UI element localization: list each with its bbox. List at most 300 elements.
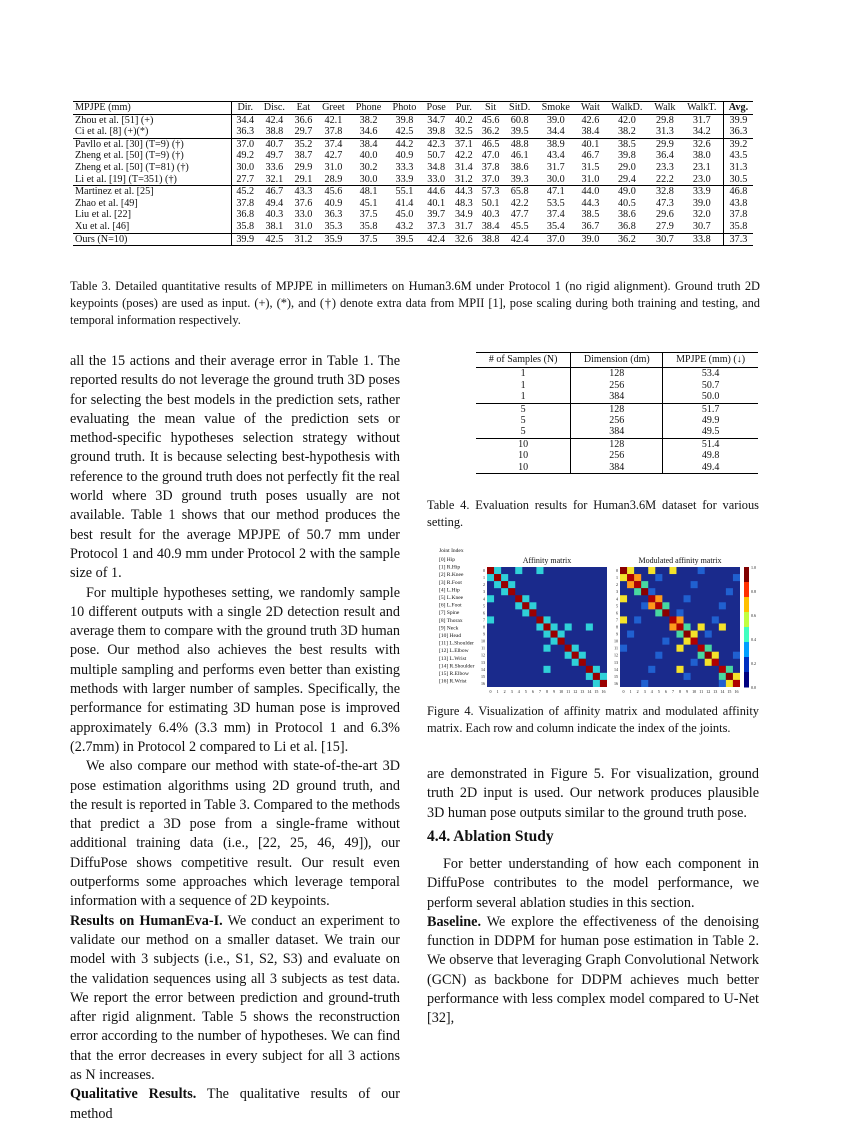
matrix-cell xyxy=(719,680,726,687)
y-tick-label: 4 xyxy=(483,596,485,602)
figure-4 xyxy=(437,545,757,694)
table-cell: 55.1 xyxy=(395,186,414,198)
matrix-cell xyxy=(655,609,662,616)
table-cell: 43.2 xyxy=(387,221,422,233)
y-tick-label: 15 xyxy=(481,673,485,679)
colorbar-tick: 1.0 xyxy=(751,565,756,570)
y-tick-label: 10 xyxy=(481,638,485,644)
table-cell: 1 xyxy=(476,380,571,391)
paragraph: For better understanding of how each component in DiffuPose contributes to the model performance, we perform several ablation studies in this section. xyxy=(427,856,759,911)
left-column xyxy=(70,352,400,1124)
x-tick-label: 12 xyxy=(573,689,578,694)
y-tick-label: 13 xyxy=(614,659,618,665)
matrix-cell xyxy=(515,602,522,609)
section-title: 4.4. Ablation Study xyxy=(427,828,554,845)
table-cell: 35.3 xyxy=(317,221,350,233)
table-cell: 33.3 xyxy=(395,161,414,173)
x-tick-label: 4 xyxy=(650,689,653,694)
table-cell: 36.7 xyxy=(576,221,604,233)
y-tick-label: 0 xyxy=(616,568,618,574)
matrix-cell xyxy=(684,673,691,680)
table-cell: 38.4 xyxy=(576,126,604,138)
table-cell: 32.5 xyxy=(450,126,477,138)
table-row xyxy=(476,438,758,450)
joint-label: [12] L.Elbow xyxy=(439,648,469,655)
table-cell: 37.6 xyxy=(294,197,313,209)
matrix-cell xyxy=(501,581,508,588)
y-tick-label: 6 xyxy=(616,610,618,616)
matrix-cell xyxy=(529,602,536,609)
matrix-cell xyxy=(662,602,669,609)
column-header: SitD. xyxy=(504,102,535,115)
table-cell: 38.4 xyxy=(477,221,504,233)
y-tick-label: 1 xyxy=(483,575,485,581)
table-cell: 47.0 xyxy=(481,150,500,162)
table-cell: 31.2 xyxy=(450,174,477,186)
x-tick-label: 7 xyxy=(538,689,541,694)
joint-label: [3] R.Foot xyxy=(439,579,462,586)
y-tick-label: 12 xyxy=(481,652,485,658)
table-cell: 38.7 xyxy=(294,150,313,162)
table-cell: 40.3 xyxy=(481,209,500,221)
table-cell: 48.3 xyxy=(454,197,473,209)
x-tick-label: 8 xyxy=(546,689,548,694)
table-cell: 128 xyxy=(571,368,663,380)
table-row xyxy=(73,174,753,186)
method-name: Zheng et al. [50] (T=9) (†) xyxy=(73,150,231,162)
column-header: Eat xyxy=(290,102,317,115)
table-cell: 40.9 xyxy=(395,150,414,162)
column-header: Disc. xyxy=(259,102,290,115)
table-cell: 32.6 xyxy=(450,233,477,246)
colorbar-segment xyxy=(744,642,749,658)
table-cell: 32.8 xyxy=(656,186,674,198)
table-cell: 49.5 xyxy=(663,426,758,438)
table-cell: 43.3 xyxy=(294,186,313,198)
table-cell: 48.8 xyxy=(510,138,529,150)
column-header: MPJPE (mm) xyxy=(73,102,231,115)
y-tick-label: 2 xyxy=(483,582,485,588)
table-cell: 39.8 xyxy=(422,126,451,138)
table-cell: 50.0 xyxy=(663,391,758,403)
table-cell: 128 xyxy=(571,403,663,415)
method-name: Pavllo et al. [30] (T=9) (†) xyxy=(73,138,231,150)
table-4 xyxy=(476,352,758,474)
table-cell: 38.9 xyxy=(546,138,565,150)
table-cell: 128 xyxy=(571,438,663,450)
table-cell: 49.7 xyxy=(265,150,284,162)
y-tick-label: 12 xyxy=(614,652,618,658)
x-tick-label: 1 xyxy=(496,689,499,694)
matrix-cell xyxy=(515,595,522,602)
matrix-cell xyxy=(543,616,550,623)
y-tick-label: 10 xyxy=(614,638,618,644)
method-name: Liu et al. [22] xyxy=(73,209,231,221)
table-cell: 37.8 xyxy=(236,197,255,209)
x-tick-label: 13 xyxy=(713,689,718,694)
y-tick-label: 8 xyxy=(483,624,485,630)
matrix-cell xyxy=(733,673,740,680)
column-header: Photo xyxy=(387,102,422,115)
matrix-cell xyxy=(684,623,691,630)
table-row xyxy=(73,186,753,198)
table-cell: 35.9 xyxy=(317,233,350,246)
matrix-cell xyxy=(648,666,655,673)
table-cell: 39.9 xyxy=(231,233,258,246)
table-cell: 39.0 xyxy=(576,233,604,246)
x-tick-label: 9 xyxy=(686,689,689,694)
y-tick-label: 2 xyxy=(616,582,618,588)
table-cell: 22.2 xyxy=(649,174,680,186)
matrix-cell xyxy=(508,588,515,595)
table-cell: 42.5 xyxy=(387,126,422,138)
table-cell: 40.7 xyxy=(265,138,284,150)
table-cell: 49.9 xyxy=(701,415,720,427)
table-cell: 35.8 xyxy=(723,221,753,233)
table-cell: 49.0 xyxy=(617,186,636,198)
table-cell: 29.4 xyxy=(605,174,650,186)
x-tick-label: 15 xyxy=(594,689,599,694)
x-tick-label: 10 xyxy=(692,689,697,694)
colorbar-segment xyxy=(744,612,749,628)
table-row xyxy=(476,403,758,415)
matrix-cell xyxy=(648,595,655,602)
matrix-cell xyxy=(536,567,543,574)
matrix-cell xyxy=(634,581,641,588)
matrix-cell xyxy=(634,574,641,581)
paragraph-text: The qualitative results of our method xyxy=(70,1086,400,1122)
table-cell: 32.6 xyxy=(692,138,711,150)
table-cell: 29.8 xyxy=(656,114,674,126)
joint-label: [6] L.Foot xyxy=(439,602,462,609)
y-tick-label: 5 xyxy=(483,603,485,609)
matrix-cell xyxy=(572,659,579,666)
matrix-cell xyxy=(593,666,600,673)
column-header: Pur. xyxy=(450,102,477,115)
matrix-cell xyxy=(634,588,641,595)
paragraph: all the 15 actions and their average error in Table 1. The reported results do not leverage the ground truth 3D poses for selecting the best models in the prediction sets, rather evaluating the mean value of the prediction sets or method-specific hypotheses selection strategy without ground truth. It is because selecting best-hypothesis with reference to the ground truth does not perfectly fit the real world where 3D ground truth poses usually are not available. Table 1 shows that our method produces the best result for the average MPJPE of 50.7 mm under Protocol 1 and 40.9 mm under Protocol 2 with the sample size of 1. xyxy=(70,353,400,582)
matrix-cell xyxy=(572,645,579,652)
matrix-cell xyxy=(655,595,662,602)
table-cell: 33.0 xyxy=(294,209,313,221)
matrix-cell xyxy=(565,645,572,652)
table-cell: 53.4 xyxy=(701,368,720,380)
matrix-cell xyxy=(705,659,712,666)
matrix-cell xyxy=(641,581,648,588)
matrix-cell xyxy=(684,631,691,638)
x-tick-label: 7 xyxy=(671,689,674,694)
table-cell: 384 xyxy=(571,391,663,403)
table-cell: 34.4 xyxy=(535,126,576,138)
table-row xyxy=(73,150,753,162)
table-cell: 49.8 xyxy=(701,450,720,462)
table-row xyxy=(73,162,753,174)
x-tick-label: 3 xyxy=(643,689,646,694)
table-cell: 38.4 xyxy=(359,138,378,150)
table-cell: 1 xyxy=(476,368,571,380)
table-cell: 31.7 xyxy=(546,161,565,173)
table-cell: 36.6 xyxy=(294,114,313,126)
colorbar-tick: 0.0 xyxy=(751,685,756,690)
matrix-cell xyxy=(586,666,593,673)
table-cell: 50.1 xyxy=(481,197,500,209)
matrix-cell xyxy=(543,623,550,630)
table-cell: 256 xyxy=(571,450,663,461)
colorbar-segment xyxy=(744,627,749,643)
paragraph: For multiple hypotheses setting, we randomly sample 10 different outputs with a single 2D detection result and average them to compare with the ground truth 3D human pose. Our method also achieves the best results with multiple sampling and performs even better than existing methods with larger number of samples. Specifically, the performance for estimating 3D human pose is improved approximately 6.4% (3.3 mm) in Protocol 1 and 6.3% (2.7mm) in Protocol 2 compared to Li et al. [15]. xyxy=(70,584,400,755)
joint-label: [10] Head xyxy=(439,633,462,639)
matrix-cell xyxy=(487,595,494,602)
paragraph-text: We conduct an experiment to validate our method on a smaller dataset. We train our model with 3 subjects (i.e., S1, S2, S3) and evaluate on the validation sequences using all 3 subjects as test data. We report the error between prediction and ground-truth after rigid alignment. Table 5 shows the reconstruction error according to the number of hypotheses. We can find that the error decreases in every subject for all 3 actions as N increases. xyxy=(70,912,400,1083)
matrix-cell xyxy=(586,673,593,680)
matrix-cell xyxy=(593,673,600,680)
table-cell: 37.5 xyxy=(359,209,378,221)
table-cell: 31.4 xyxy=(454,161,473,173)
matrix-cell xyxy=(669,623,676,630)
y-tick-label: 0 xyxy=(483,568,485,574)
table-cell: 42.2 xyxy=(454,150,473,162)
table-cell: 29.6 xyxy=(656,209,674,221)
matrix-cell xyxy=(487,616,494,623)
x-tick-label: 9 xyxy=(553,689,556,694)
table-3-caption: Table 3. Detailed quantitative results of MPJPE in millimeters on Human3.6M under Protocol 1 (no rigid alignment). Ground truth 2D keypoints (poses) are used as input. (+), (*), and (†) denote extra data from MPII [1], pose scaling during both training and testing, and temporal information respectively. xyxy=(70,279,760,327)
matrix-cell xyxy=(705,652,712,659)
table-cell: 37.8 xyxy=(317,126,350,138)
table-cell: 44.6 xyxy=(427,186,446,198)
x-tick-label: 6 xyxy=(664,689,667,694)
run-in-heading: Qualitative Results. xyxy=(70,1086,197,1103)
method-name: Zhou et al. [51] (+) xyxy=(73,114,231,126)
table-cell: 45.5 xyxy=(504,221,535,233)
table-cell: 46.5 xyxy=(481,138,500,150)
matrix-cell xyxy=(648,602,655,609)
matrix-cell xyxy=(620,567,627,574)
matrix-cell xyxy=(698,645,705,652)
matrix-cell xyxy=(572,652,579,659)
joint-label: [7] Spine xyxy=(439,610,460,617)
matrix-cell xyxy=(676,616,683,623)
y-tick-label: 3 xyxy=(616,589,618,595)
x-tick-label: 14 xyxy=(587,689,592,694)
y-tick-label: 11 xyxy=(614,645,618,651)
column-header: # of Samples (N) xyxy=(476,353,571,368)
x-tick-label: 4 xyxy=(517,689,520,694)
matrix-cell xyxy=(641,602,648,609)
table-cell: 32.1 xyxy=(259,174,290,186)
table-cell: 42.0 xyxy=(617,114,636,126)
table-row xyxy=(73,126,753,138)
table-cell: 35.2 xyxy=(294,138,313,150)
matrix-cell xyxy=(529,609,536,616)
table-header-row xyxy=(476,353,758,368)
matrix-cell xyxy=(494,574,501,581)
table-cell: 34.4 xyxy=(236,114,255,126)
table-cell: 38.6 xyxy=(510,161,529,173)
table-cell: 32.0 xyxy=(692,209,711,221)
matrix-cell xyxy=(543,666,550,673)
table-cell: 37.0 xyxy=(477,174,504,186)
matrix-cell xyxy=(501,588,508,595)
table-cell: 45.2 xyxy=(236,186,255,198)
matrix-cell xyxy=(719,673,726,680)
table-cell: 51.4 xyxy=(701,438,720,450)
table-cell: 31.0 xyxy=(324,161,343,173)
matrix-cell xyxy=(712,659,719,666)
matrix-cell xyxy=(627,567,634,574)
table-cell: 37.0 xyxy=(236,138,255,150)
matrix-cell xyxy=(641,588,648,595)
table-cell: 39.2 xyxy=(723,138,753,150)
matrix-cell xyxy=(627,581,634,588)
joint-label: [8] Thorax xyxy=(439,617,463,624)
table-cell: 39.7 xyxy=(427,209,446,221)
method-name: Ci et al. [8] (+)(*) xyxy=(73,126,231,138)
table-cell: 44.2 xyxy=(395,138,414,150)
matrix-cell xyxy=(698,567,705,574)
table-cell: 42.3 xyxy=(427,138,446,150)
table-cell: 37.8 xyxy=(723,209,753,221)
x-tick-label: 12 xyxy=(706,689,711,694)
table-cell: 44.3 xyxy=(454,186,473,198)
column-header: WalkD. xyxy=(605,102,650,115)
matrix-cell xyxy=(691,581,698,588)
table-cell: 31.0 xyxy=(290,221,317,233)
paragraph xyxy=(70,1085,400,1124)
matrix-cell xyxy=(691,631,698,638)
y-tick-label: 8 xyxy=(616,624,618,630)
paragraph: are demonstrated in Figure 5. For visualization, ground truth 2D input is used. Our network produces plausible 3D human pose outputs similar to the ground truth pose. xyxy=(427,766,759,821)
table-cell: 43.5 xyxy=(723,150,753,162)
table-cell: 42.5 xyxy=(259,233,290,246)
table-cell: 47.1 xyxy=(546,186,565,198)
joint-label: [2] R.Knee xyxy=(439,572,464,579)
matrix-cell xyxy=(487,567,494,574)
table-cell: 50.7 xyxy=(427,150,446,162)
table-cell: 41.4 xyxy=(395,197,414,209)
table-cell: 35.4 xyxy=(535,221,576,233)
paragraph-text: We explore the effectiveness of the denoising function in DDPM for human pose estimation in Table 2. We observe that leveraging Graph Convolutional Network (GCN) as backbone for DDPM achieves much better performance with less complex model compared to U-Net [32], xyxy=(427,913,759,1027)
table-cell: 37.8 xyxy=(481,161,500,173)
matrix-cell xyxy=(726,673,733,680)
table-cell: 33.0 xyxy=(422,174,451,186)
table-row xyxy=(476,426,758,438)
table-cell: 36.3 xyxy=(231,126,258,138)
table-cell: 47.7 xyxy=(510,209,529,221)
table-cell: 38.6 xyxy=(617,209,636,221)
matrix-cell xyxy=(691,659,698,666)
x-tick-label: 5 xyxy=(524,689,527,694)
table-cell: 50.7 xyxy=(701,379,720,391)
table-row xyxy=(476,391,758,403)
table-cell: 33.9 xyxy=(387,174,422,186)
matrix-cell xyxy=(551,638,558,645)
matrix-cell xyxy=(698,652,705,659)
matrix-cell xyxy=(719,623,726,630)
y-tick-label: 6 xyxy=(483,610,485,616)
column-header: WalkT. xyxy=(681,102,724,115)
matrix-cell xyxy=(676,666,683,673)
panel-title: Affinity matrix xyxy=(522,556,572,565)
matrix-cell xyxy=(620,616,627,623)
figure-4-caption: Figure 4. Visualization of affinity matrix and modulated affinity matrix. Each row and column indicate the index of the joints. xyxy=(427,704,759,735)
y-tick-label: 14 xyxy=(481,666,485,672)
table-cell: 34.6 xyxy=(350,126,387,138)
matrix-cell xyxy=(586,623,593,630)
table-cell: 49.2 xyxy=(236,150,255,162)
table-cell: 36.2 xyxy=(477,126,504,138)
table-cell: 30.5 xyxy=(723,174,753,186)
table-cell: 40.2 xyxy=(454,114,473,126)
matrix-cell xyxy=(620,645,627,652)
x-tick-label: 11 xyxy=(699,689,704,694)
table-cell: 36.8 xyxy=(605,221,650,233)
table-cell: 39.8 xyxy=(617,150,636,162)
matrix-cell xyxy=(676,631,683,638)
table-cell: 42.4 xyxy=(422,233,451,246)
y-tick-label: 11 xyxy=(481,645,485,651)
table-row xyxy=(73,233,753,246)
table-cell: 45.6 xyxy=(324,186,343,198)
table-cell: 30.7 xyxy=(649,233,680,246)
matrix-cell xyxy=(515,567,522,574)
column-header: Avg. xyxy=(723,102,753,115)
matrix-cell xyxy=(522,595,529,602)
x-tick-label: 5 xyxy=(657,689,660,694)
table-cell: 48.1 xyxy=(359,186,378,198)
x-tick-label: 1 xyxy=(629,689,632,694)
table-cell: 38.5 xyxy=(617,138,636,150)
matrix-cell xyxy=(627,631,634,638)
matrix-cell xyxy=(698,623,705,630)
table-cell: 31.2 xyxy=(290,233,317,246)
table-cell: 42.6 xyxy=(581,114,600,126)
matrix-cell xyxy=(726,680,733,687)
table-cell: 38.8 xyxy=(477,233,504,246)
table-row xyxy=(476,450,758,461)
colorbar-tick: 0.6 xyxy=(751,613,756,618)
table-cell: 40.1 xyxy=(427,197,446,209)
matrix-cell xyxy=(662,638,669,645)
table-cell: 49.4 xyxy=(663,462,758,474)
table-cell: 29.7 xyxy=(290,126,317,138)
table-cell: 42.4 xyxy=(265,114,284,126)
table-cell: 36.4 xyxy=(656,150,674,162)
table-cell: 36.2 xyxy=(605,233,650,246)
column-header: Smoke xyxy=(535,102,576,115)
table-cell: 37.1 xyxy=(454,138,473,150)
matrix-cell xyxy=(508,581,515,588)
table-cell: 40.5 xyxy=(617,197,636,209)
matrix-cell xyxy=(487,574,494,581)
column-header: Dir. xyxy=(231,102,258,115)
table-cell: 39.5 xyxy=(504,126,535,138)
table-cell: 29.0 xyxy=(617,161,636,173)
table-cell: 37.4 xyxy=(546,209,565,221)
matrix-cell xyxy=(712,616,719,623)
x-tick-label: 15 xyxy=(727,689,732,694)
table-cell: 38.2 xyxy=(605,126,650,138)
table-cell: 38.2 xyxy=(359,114,378,126)
table-cell: 38.8 xyxy=(259,126,290,138)
table-cell: 33.8 xyxy=(681,233,724,246)
matrix-cell xyxy=(600,673,607,680)
y-tick-label: 14 xyxy=(614,666,618,672)
colorbar-tick: 0.4 xyxy=(751,637,756,642)
table-cell: 53.5 xyxy=(546,197,565,209)
matrix-cell xyxy=(501,574,508,581)
panel-title: Modulated affinity matrix xyxy=(638,556,722,565)
table-cell: 40.1 xyxy=(581,138,600,150)
